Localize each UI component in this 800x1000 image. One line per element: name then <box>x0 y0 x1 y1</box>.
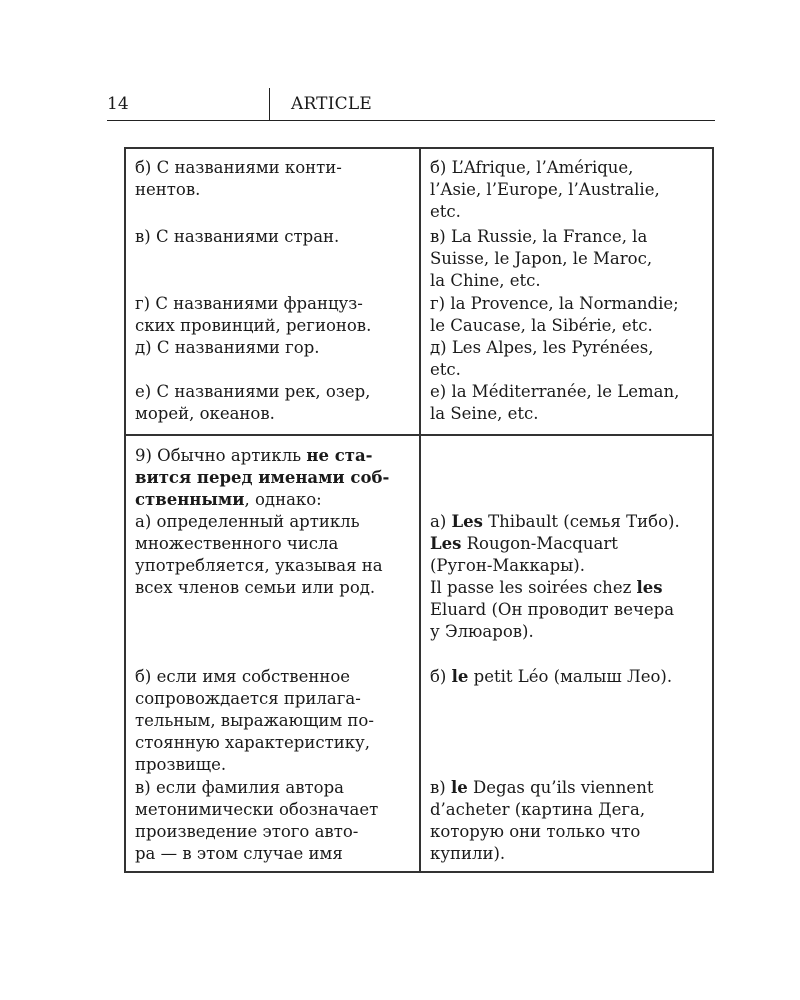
row1-left-e <box>135 381 370 425</box>
text-line: купили). <box>430 844 506 863</box>
text-line: прозвище. <box>135 755 227 774</box>
text-line: etc. <box>430 202 461 221</box>
text-line: нентов. <box>135 180 201 199</box>
text-line: а) определенный артикль <box>135 512 360 531</box>
bold-fragment: вится перед именами соб- <box>135 468 390 487</box>
text-line <box>135 445 389 467</box>
row2-right-c <box>430 777 653 865</box>
text-line: etc. <box>430 360 461 379</box>
text-fragment: petit Léo (малыш Лео). <box>468 667 673 686</box>
text-line <box>430 577 680 599</box>
text-line: д) С названиями гор. <box>135 338 320 357</box>
row1-left-g <box>135 293 371 337</box>
row2-right-b <box>430 666 672 688</box>
row2-left-c <box>135 777 378 865</box>
column-divider <box>419 149 421 871</box>
bold-fragment: le <box>450 778 468 797</box>
text-fragment: 9) Обычно артикль <box>135 446 307 465</box>
text-line: la Seine, etc. <box>430 404 539 423</box>
bold-fragment: ственными <box>135 490 245 509</box>
row1-left-b <box>135 157 342 201</box>
text-line: произведение этого авто- <box>135 822 359 841</box>
text-line: Eluard (Он проводит вечера <box>430 600 675 619</box>
text-fragment: , однако: <box>244 490 322 509</box>
text-line: ских провинций, регионов. <box>135 316 372 335</box>
row1-right-b <box>430 157 660 223</box>
text-line: тельным, выражающим по- <box>135 711 374 730</box>
text-fragment: в) <box>430 778 451 797</box>
text-line: всех членов семьи или род. <box>135 578 376 597</box>
row1-right-d <box>430 337 653 381</box>
text-line: в) La Russie, la France, la <box>430 227 648 246</box>
text-line: е) la Méditerranée, le Leman, <box>430 382 680 401</box>
row2-right-a <box>430 511 680 643</box>
text-line: которую они только что <box>430 822 641 841</box>
text-line: d’acheter (картина Дега, <box>430 800 646 819</box>
text-fragment: а) <box>430 512 452 531</box>
text-line <box>430 666 672 688</box>
text-fragment: Degas qu’ils viennent <box>467 778 654 797</box>
text-line: стоянную характеристику, <box>135 733 370 752</box>
text-line <box>135 467 389 489</box>
text-fragment: Rougon-Macquart <box>461 534 618 553</box>
row2-left-a <box>135 511 383 599</box>
text-line: б) С названиями конти- <box>135 158 342 177</box>
text-line <box>135 489 389 511</box>
row2-intro <box>135 445 389 511</box>
header-divider <box>269 88 270 120</box>
text-line <box>430 533 680 555</box>
text-line: г) С названиями француз- <box>135 294 363 313</box>
page-number: 14 <box>107 94 129 114</box>
text-line: le Caucase, la Sibérie, etc. <box>430 316 653 335</box>
text-line: la Chine, etc. <box>430 271 541 290</box>
page-header <box>107 88 715 121</box>
text-line: l’Asie, l’Europe, l’Australie, <box>430 180 660 199</box>
text-line: в) С названиями стран. <box>135 227 340 246</box>
grammar-table <box>124 147 714 873</box>
text-line: е) С названиями рек, озер, <box>135 382 371 401</box>
bold-fragment: le <box>451 667 469 686</box>
bold-fragment: les <box>636 578 663 597</box>
row-divider <box>126 434 712 436</box>
row2-left-b <box>135 666 374 776</box>
text-line: ра — в этом случае имя <box>135 844 343 863</box>
text-line: морей, океанов. <box>135 404 275 423</box>
row1-right-v <box>430 226 652 292</box>
text-fragment: Il passe les soirées chez <box>430 578 637 597</box>
text-line: б) L’Afrique, l’Amérique, <box>430 158 634 177</box>
row1-right-e <box>430 381 679 425</box>
text-line: множественного числа <box>135 534 339 553</box>
text-line: (Ругон-Маккары). <box>430 556 585 575</box>
bold-fragment: Les <box>430 534 462 553</box>
text-line: употребляется, указывая на <box>135 556 383 575</box>
text-line: метонимически обозначает <box>135 800 379 819</box>
running-head: ARTICLE <box>291 94 372 114</box>
text-line <box>430 511 680 533</box>
text-line: у Элюаров). <box>430 622 534 641</box>
text-fragment: Thibault (семья Тибо). <box>482 512 680 531</box>
bold-fragment: Les <box>451 512 483 531</box>
bold-fragment: не ста- <box>306 446 373 465</box>
text-line: г) la Provence, la Normandie; <box>430 294 679 313</box>
text-line: б) если имя собственное <box>135 667 351 686</box>
text-line: сопровождается прилага- <box>135 689 361 708</box>
text-line <box>430 777 653 799</box>
text-fragment: б) <box>430 667 452 686</box>
row1-left-d <box>135 337 320 359</box>
text-line: в) если фамилия автора <box>135 778 345 797</box>
text-line: Suisse, le Japon, le Maroc, <box>430 249 653 268</box>
row1-right-g <box>430 293 679 337</box>
text-line: д) Les Alpes, les Pyrénées, <box>430 338 654 357</box>
row1-left-v <box>135 226 339 248</box>
